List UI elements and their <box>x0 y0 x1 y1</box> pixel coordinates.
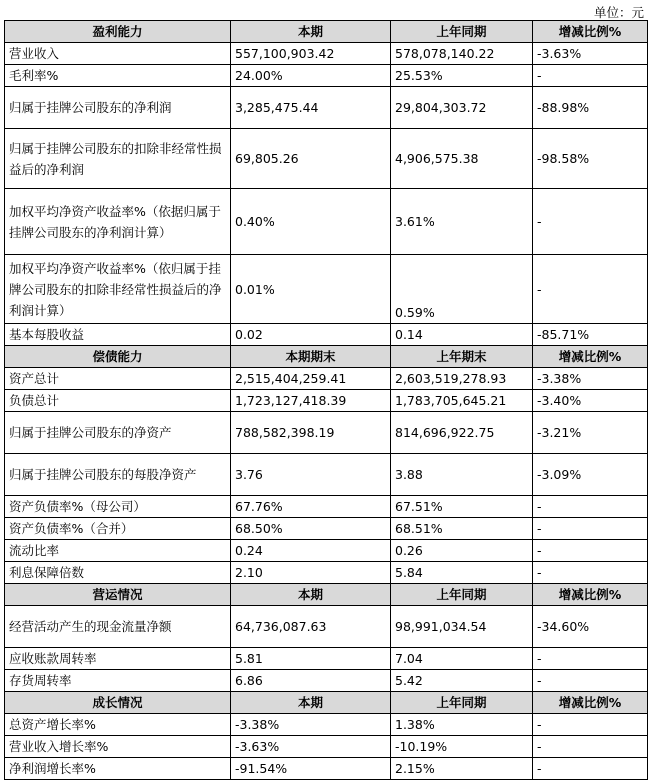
previous-value: 7.04 <box>391 648 533 670</box>
current-value: 2.10 <box>231 562 391 584</box>
previous-value: 5.84 <box>391 562 533 584</box>
change-value: - <box>533 562 648 584</box>
change-value: - <box>533 648 648 670</box>
row-label: 归属于挂牌公司股东的净资产 <box>5 412 231 454</box>
previous-value: 814,696,922.75 <box>391 412 533 454</box>
current-value: 5.81 <box>231 648 391 670</box>
unit-label: 单位：元 <box>593 5 644 20</box>
table-row <box>5 324 648 346</box>
header-cell: 上年同期 <box>391 692 533 714</box>
previous-value: 0.26 <box>391 540 533 562</box>
previous-value: 68.51% <box>391 518 533 540</box>
previous-value: 0.59% <box>391 255 533 324</box>
table-row <box>5 412 648 454</box>
previous-value: 5.42 <box>391 670 533 692</box>
change-value: - <box>533 714 648 736</box>
previous-value: 4,906,575.38 <box>391 129 533 189</box>
current-value: 0.40% <box>231 189 391 255</box>
change-value: -3.38% <box>533 368 648 390</box>
table-row <box>5 714 648 736</box>
row-label: 存货周转率 <box>5 670 231 692</box>
change-value: - <box>533 758 648 780</box>
current-value: -3.38% <box>231 714 391 736</box>
current-value: 0.02 <box>231 324 391 346</box>
header-cell: 本期 <box>231 584 391 606</box>
current-value: -91.54% <box>231 758 391 780</box>
previous-value: 3.88 <box>391 454 533 496</box>
row-label: 加权平均净资产收益率%（依据归属于挂牌公司股东的净利润计算） <box>5 189 231 255</box>
table-row <box>5 255 648 324</box>
header-cell: 上年同期 <box>391 21 533 43</box>
previous-value: 1.38% <box>391 714 533 736</box>
row-label: 加权平均净资产收益率%（依归属于挂牌公司股东的扣除非经常性损益后的净利润计算） <box>5 255 231 324</box>
change-value: - <box>533 736 648 758</box>
header-cell: 本期 <box>231 692 391 714</box>
change-value: -85.71% <box>533 324 648 346</box>
change-value: -3.63% <box>533 43 648 65</box>
row-label: 归属于挂牌公司股东的净利润 <box>5 87 231 129</box>
row-label: 资产负债率%（合并） <box>5 518 231 540</box>
previous-value: -10.19% <box>391 736 533 758</box>
row-label: 流动比率 <box>5 540 231 562</box>
change-value: -3.40% <box>533 390 648 412</box>
previous-value: 67.51% <box>391 496 533 518</box>
current-value: 68.50% <box>231 518 391 540</box>
header-cell: 增减比例% <box>533 692 648 714</box>
row-label: 毛利率% <box>5 65 231 87</box>
current-value: 69,805.26 <box>231 129 391 189</box>
change-value: - <box>533 189 648 255</box>
table-row <box>5 670 648 692</box>
current-value: 6.86 <box>231 670 391 692</box>
previous-value: 0.14 <box>391 324 533 346</box>
change-value: - <box>533 540 648 562</box>
table-row <box>5 518 648 540</box>
change-value: -3.21% <box>533 412 648 454</box>
previous-value: 98,991,034.54 <box>391 606 533 648</box>
table-row <box>5 648 648 670</box>
current-value: 24.00% <box>231 65 391 87</box>
row-label: 经营活动产生的现金流量净额 <box>5 606 231 648</box>
table-row <box>5 65 648 87</box>
header-cell: 偿债能力 <box>5 346 231 368</box>
current-value: 3,285,475.44 <box>231 87 391 129</box>
table-row <box>5 368 648 390</box>
section-header-operations <box>5 584 648 606</box>
header-cell: 盈利能力 <box>5 21 231 43</box>
header-cell: 成长情况 <box>5 692 231 714</box>
current-value: -3.63% <box>231 736 391 758</box>
row-label: 归属于挂牌公司股东的每股净资产 <box>5 454 231 496</box>
header-cell: 营运情况 <box>5 584 231 606</box>
header-cell: 上年同期 <box>391 584 533 606</box>
table-row <box>5 87 648 129</box>
header-cell: 本期期末 <box>231 346 391 368</box>
header-cell: 增减比例% <box>533 584 648 606</box>
current-value: 788,582,398.19 <box>231 412 391 454</box>
current-value: 3.76 <box>231 454 391 496</box>
previous-value: 2,603,519,278.93 <box>391 368 533 390</box>
previous-value: 1,783,705,645.21 <box>391 390 533 412</box>
header-cell: 增减比例% <box>533 21 648 43</box>
row-label: 归属于挂牌公司股东的扣除非经常性损益后的净利润 <box>5 129 231 189</box>
current-value: 1,723,127,418.39 <box>231 390 391 412</box>
row-label: 应收账款周转率 <box>5 648 231 670</box>
current-value: 0.01% <box>231 255 391 324</box>
row-label: 基本每股收益 <box>5 324 231 346</box>
section-header-solvency <box>5 346 648 368</box>
row-label: 资产总计 <box>5 368 231 390</box>
current-value: 67.76% <box>231 496 391 518</box>
header-cell: 增减比例% <box>533 346 648 368</box>
current-value: 557,100,903.42 <box>231 43 391 65</box>
row-label: 负债总计 <box>5 390 231 412</box>
row-label: 总资产增长率% <box>5 714 231 736</box>
change-value: - <box>533 670 648 692</box>
header-cell: 本期 <box>231 21 391 43</box>
change-value: -98.58% <box>533 129 648 189</box>
current-value: 64,736,087.63 <box>231 606 391 648</box>
current-value: 2,515,404,259.41 <box>231 368 391 390</box>
row-label: 利息保障倍数 <box>5 562 231 584</box>
section-header-growth <box>5 692 648 714</box>
row-label: 净利润增长率% <box>5 758 231 780</box>
previous-value: 3.61% <box>391 189 533 255</box>
change-value: - <box>533 496 648 518</box>
previous-value: 25.53% <box>391 65 533 87</box>
header-cell: 上年期末 <box>391 346 533 368</box>
table-row <box>5 390 648 412</box>
change-value: - <box>533 65 648 87</box>
current-value: 0.24 <box>231 540 391 562</box>
table-row <box>5 189 648 255</box>
table-row <box>5 562 648 584</box>
previous-value: 29,804,303.72 <box>391 87 533 129</box>
change-value: - <box>533 255 648 324</box>
table-row <box>5 496 648 518</box>
previous-value: 578,078,140.22 <box>391 43 533 65</box>
section-header-profitability <box>5 21 648 43</box>
row-label: 营业收入 <box>5 43 231 65</box>
table-row <box>5 736 648 758</box>
table-row <box>5 454 648 496</box>
row-label: 营业收入增长率% <box>5 736 231 758</box>
change-value: -88.98% <box>533 87 648 129</box>
table-row <box>5 606 648 648</box>
table-row <box>5 43 648 65</box>
table-row <box>5 129 648 189</box>
change-value: -3.09% <box>533 454 648 496</box>
previous-value: 2.15% <box>391 758 533 780</box>
financial-indicators-table <box>4 20 648 780</box>
table-row <box>5 758 648 780</box>
change-value: -34.60% <box>533 606 648 648</box>
row-label: 资产负债率%（母公司） <box>5 496 231 518</box>
change-value: - <box>533 518 648 540</box>
table-row <box>5 540 648 562</box>
